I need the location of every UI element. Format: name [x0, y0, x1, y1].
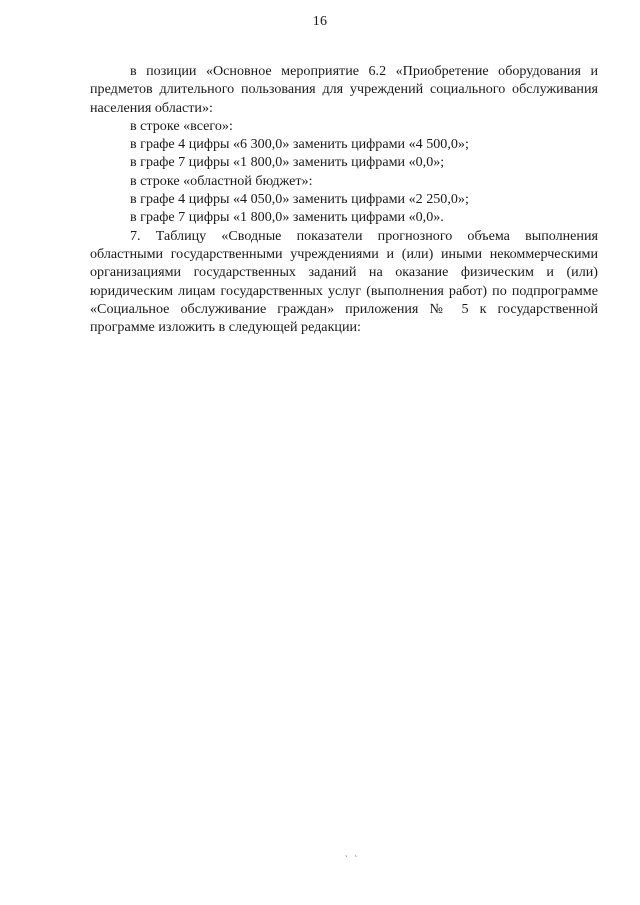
page-number: 16	[312, 14, 328, 29]
document-body	[90, 62, 598, 336]
line-regional-column-4: в графе 4 цифры «4 050,0» заменить цифрами «2 250,0»;	[130, 191, 469, 208]
line-total-column-4: в графе 4 цифры «6 300,0» заменить цифрами «4 500,0»;	[130, 136, 469, 153]
line-total-row: в строке «всего»:	[130, 117, 233, 134]
paragraph-position-6-2: в позиции «Основное мероприятие 6.2 «Приобретение оборудования и предметов длительного пользования для учреждений социального обслуживания населения области»:	[90, 63, 598, 116]
paragraph-item-7-table: 7. Таблицу «Сводные показатели прогнозного объема выполнения областными государственными учреждениями и (или) иными некоммерческими организациями государственных заданий на оказание физическим и (или) юридическим лицам государственных услуг (выполнения работ) по подпрограмме «Социальное обслуживание граждан» приложения № 5 к государственной программе изложить в следующей редакции:	[90, 227, 598, 336]
line-regional-column-7: в графе 7 цифры «1 800,0» заменить цифрами «0,0».	[130, 209, 444, 226]
line-total-column-7: в графе 7 цифры «1 800,0» заменить цифрами «0,0»;	[130, 154, 445, 171]
line-regional-budget-row: в строке «областной бюджет»:	[130, 172, 313, 189]
footer-mark: ` `	[345, 854, 360, 864]
